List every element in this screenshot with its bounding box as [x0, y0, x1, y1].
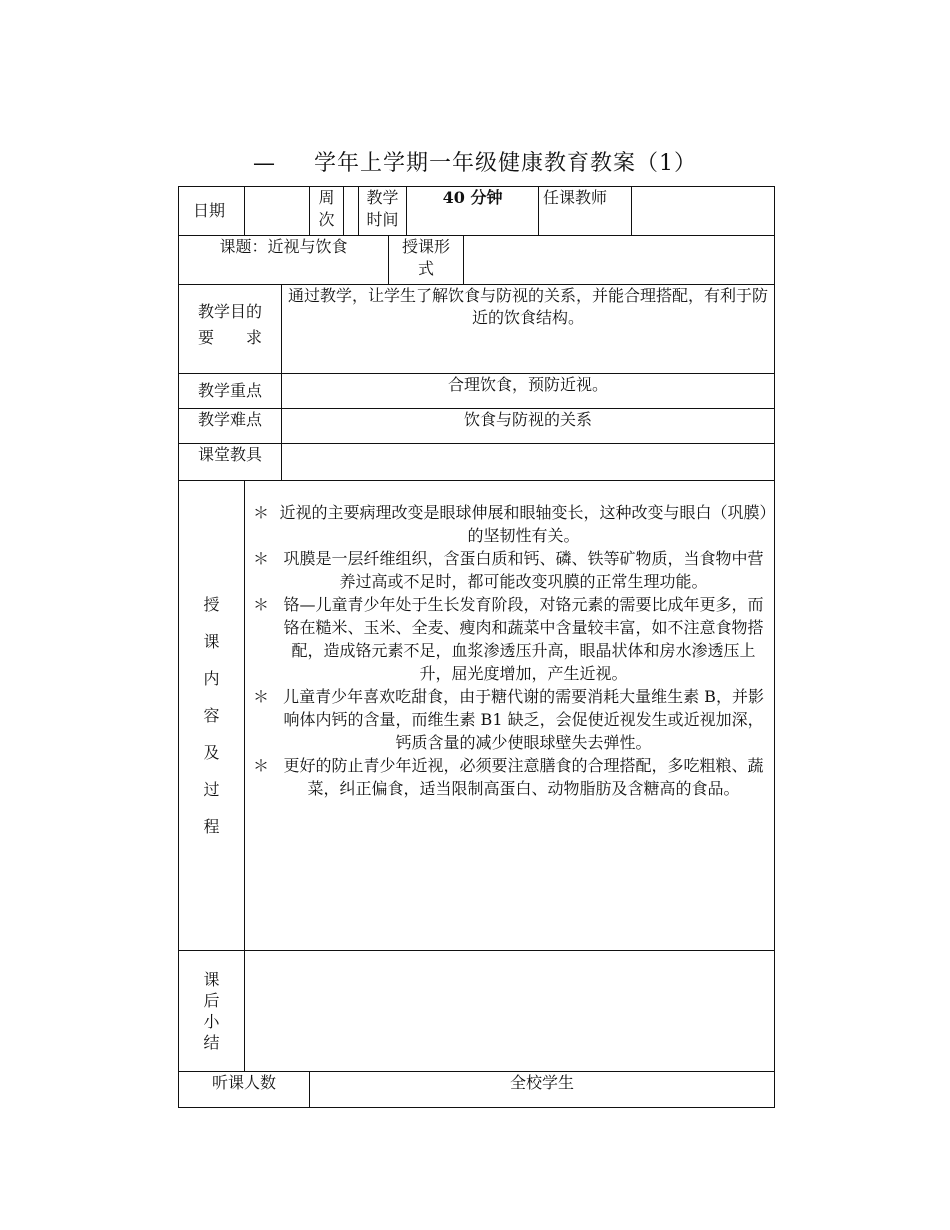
content-label-char: 授 — [203, 595, 220, 614]
header-row — [179, 187, 775, 236]
content-label-char: 内 — [203, 669, 220, 688]
bullet-star-icon: ＊ — [253, 756, 270, 775]
content-row — [179, 481, 775, 951]
form-label-line2: 式 — [418, 259, 435, 278]
content-label — [179, 481, 245, 951]
list-item — [249, 685, 768, 754]
lesson-plan-table — [178, 186, 775, 1108]
content-list — [245, 481, 774, 800]
content-label-char: 容 — [203, 706, 220, 725]
week-value — [344, 187, 359, 236]
goal-label-line2: 要 求 — [198, 328, 263, 347]
bullet-star-icon: ＊ — [253, 687, 270, 706]
difficulty-text: 饮食与防视的关系 — [282, 409, 775, 444]
form-label-line1: 授课形 — [402, 237, 451, 256]
summary-text — [245, 951, 775, 1072]
bullet-star-icon: ＊ — [253, 595, 270, 614]
title-text: 学年上学期一年级健康教育教案（1） — [314, 151, 697, 176]
page-title — [0, 146, 950, 177]
goal-text: 通过教学，让学生了解饮食与防视的关系，并能合理搭配，有利于防近的饮食结构。 — [282, 285, 775, 374]
key-point-row — [179, 374, 775, 409]
list-item — [249, 547, 768, 593]
time-label-line1: 教学 — [366, 188, 399, 207]
summary-label-char: 结 — [203, 1033, 220, 1052]
list-item — [249, 593, 768, 685]
goal-label-line1: 教学目的 — [198, 302, 263, 321]
goal-row — [179, 285, 775, 374]
form-value — [464, 236, 775, 285]
list-item-text: 巩膜是一层纤维组织，含蛋白质和钙、磷、铁等矿物质，当食物中营养过高或不足时，都可能改变巩膜的正常生理功能。 — [283, 549, 764, 591]
summary-label — [179, 951, 245, 1072]
list-item-text: 儿童青少年喜欢吃甜食，由于糖代谢的需要消耗大量维生素 B，并影响体内钙的含量，而维生素 B1 缺乏，会促使近视发生或近视加深，钙质含量的减少使眼球壁失去弹性。 — [283, 687, 764, 752]
audience-row — [179, 1072, 775, 1108]
tools-row — [179, 444, 775, 481]
topic-label: 课题：近视与饮食 — [179, 236, 389, 285]
time-value: 40 分钟 — [407, 187, 539, 236]
audience-value: 全校学生 — [310, 1072, 775, 1108]
week-label-line1: 周 — [318, 188, 335, 207]
teacher-label: 任课教师 — [539, 187, 632, 236]
week-label-line2: 次 — [318, 210, 335, 229]
list-item-text: 近视的主要病理改变是眼球伸展和眼轴变长，这种改变与眼白（巩膜）的坚韧性有关。 — [279, 503, 768, 545]
tools-label: 课堂教具 — [179, 444, 282, 481]
content-body — [245, 481, 775, 951]
bullet-star-icon: ＊ — [253, 549, 270, 568]
date-label: 日期 — [179, 187, 245, 236]
week-label — [310, 187, 344, 236]
goal-label — [179, 285, 282, 374]
summary-label-char: 课 — [203, 970, 220, 989]
content-label-char: 课 — [203, 632, 220, 651]
audience-label: 听课人数 — [179, 1072, 310, 1108]
form-label — [389, 236, 464, 285]
summary-label-char: 后 — [203, 991, 220, 1010]
teacher-value — [632, 187, 775, 236]
time-label-line2: 时间 — [366, 210, 399, 229]
title-dash: — — [253, 151, 276, 176]
list-item — [249, 754, 768, 800]
list-item — [249, 501, 768, 547]
date-value — [245, 187, 310, 236]
content-label-char: 程 — [203, 817, 220, 836]
difficulty-row — [179, 409, 775, 444]
time-label — [359, 187, 407, 236]
list-item-text: 铬—儿童青少年处于生长发育阶段，对铬元素的需要比成年更多，而铬在糙米、玉米、全麦、瘦肉和蔬菜中含量较丰富，如不注意食物搭配，造成铬元素不足，血浆渗透压升高，眼晶状体和房水渗透压上升，屈光度增加，产生近视。 — [283, 595, 764, 683]
key-point-text: 合理饮食，预防近视。 — [282, 374, 775, 409]
tools-text — [282, 444, 775, 481]
list-item-text: 更好的防止青少年近视，必须要注意膳食的合理搭配，多吃粗粮、蔬菜，纠正偏食，适当限制高蛋白、动物脂肪及含糖高的食品。 — [283, 756, 764, 798]
summary-label-char: 小 — [203, 1012, 220, 1031]
summary-row — [179, 951, 775, 1072]
content-label-char: 过 — [203, 780, 220, 799]
content-label-char: 及 — [203, 743, 220, 762]
bullet-star-icon: ＊ — [253, 503, 270, 522]
key-point-label: 教学重点 — [179, 374, 282, 409]
topic-row — [179, 236, 775, 285]
difficulty-label: 教学难点 — [179, 409, 282, 444]
